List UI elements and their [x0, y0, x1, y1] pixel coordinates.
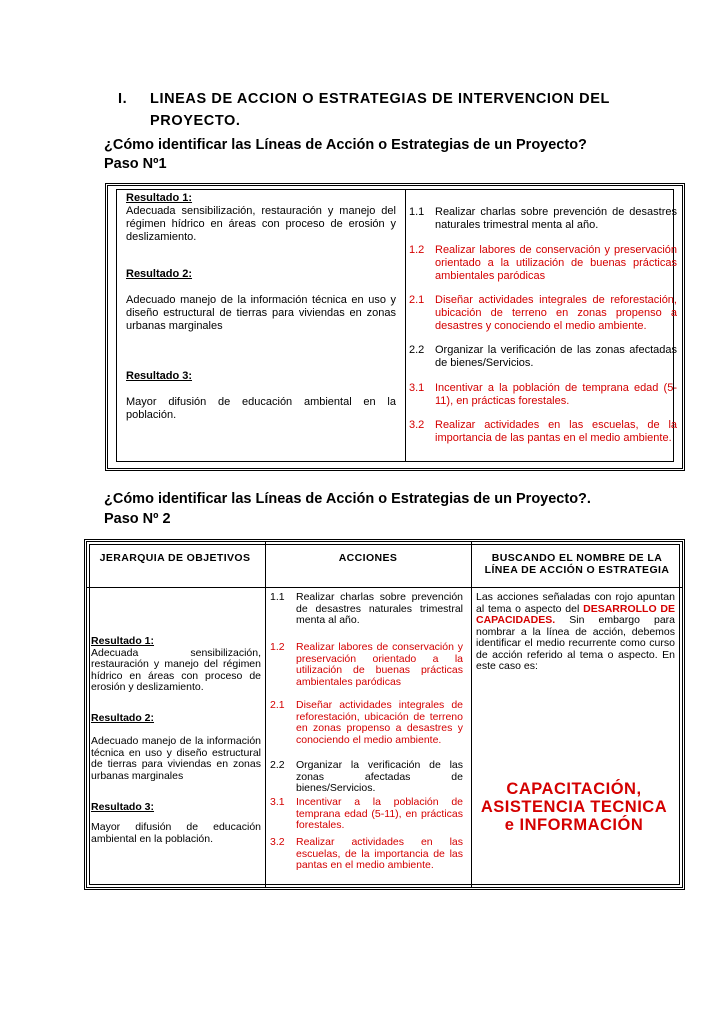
result-text: Mayor difusión de educación ambiental en la población. — [126, 396, 396, 421]
explanation-highlight: DESARROLLO DE CAPACIDADES. — [476, 602, 675, 626]
action-number: 2.1 — [409, 294, 425, 306]
step2-action-2-1 — [270, 700, 463, 746]
action-text: Realizar actividades en las escuelas, de la importancia de las pantas en el medio ambiente. — [435, 419, 677, 444]
step2-result-3-title — [91, 802, 261, 814]
table-divider — [471, 541, 472, 888]
step1-action-2-1 — [409, 294, 677, 333]
result-title: Resultado 2: — [91, 712, 155, 724]
result-text: Mayor difusión de educación ambiental en la población. — [91, 821, 261, 845]
step1-result-2-title — [126, 268, 396, 281]
action-number: 2.1 — [270, 699, 285, 711]
step1-result-2 — [126, 294, 396, 333]
action-number: 1.1 — [409, 206, 425, 218]
step2-result-2-title — [91, 713, 261, 725]
step2-result-1 — [91, 636, 261, 694]
step1-result-1 — [126, 192, 396, 244]
result-title: Resultado 3: — [91, 801, 155, 813]
step2-result-2 — [91, 736, 261, 782]
strategy-name: CAPACITACIÓN, ASISTENCIA TECNICA e INFORMACIÓN — [480, 780, 668, 834]
step1-action-1-1 — [409, 206, 677, 232]
action-number: 2.2 — [409, 344, 425, 356]
action-text: Realizar charlas sobre prevención de desastres naturales trimestral menta al año. — [296, 591, 463, 626]
explanation-rest: Sin embargo para nombrar a la línea de acción, debemos identificar el medio recurrente como curso de acción referido al tema o aspecto. En este caso es: — [476, 614, 676, 672]
step1-result-3 — [126, 396, 396, 422]
header-objectives: JERARQUIA DE OBJETIVOS — [99, 552, 251, 564]
action-number: 3.1 — [409, 382, 425, 394]
action-number: 3.1 — [270, 796, 285, 808]
action-number: 2.2 — [270, 759, 285, 771]
action-number: 1.2 — [270, 641, 285, 653]
action-text: Incentivar a la población de temprana edad (5-11), en prácticas forestales. — [435, 382, 677, 407]
result-title: Resultado 2: — [126, 268, 193, 280]
action-text: Realizar labores de conservación y preservación orientado a la utilización de buenas prácticas ambientales paródicas — [296, 641, 463, 688]
step1-action-2-2 — [409, 344, 677, 370]
step2-action-3-2 — [270, 837, 463, 872]
step2-action-1-2 — [270, 642, 463, 688]
action-text: Realizar actividades en las escuelas, de la importancia de las pantas en el medio ambiente. — [296, 836, 463, 871]
section-number: I. — [118, 91, 128, 107]
action-text: Incentivar a la población de temprana edad (5-11), en prácticas forestales. — [296, 796, 463, 831]
step2-action-3-1 — [270, 797, 463, 832]
result-text: Adecuada sensibilización, restauración y manejo del régimen hídrico en áreas con proceso de erosión y deslizamiento. — [91, 646, 261, 693]
column-divider — [405, 190, 406, 461]
action-number: 3.2 — [409, 419, 425, 431]
step1-label: Paso Nº1 — [104, 156, 167, 172]
table-header-divider — [87, 587, 682, 588]
step2-question: ¿Cómo identificar las Líneas de Acción o Estrategias de un Proyecto?. — [104, 491, 591, 507]
action-number: 1.2 — [409, 244, 425, 256]
action-text: Realizar charlas sobre prevención de desastres naturales trimestral menta al año. — [435, 206, 677, 231]
step2-label: Paso Nº 2 — [104, 511, 171, 527]
step2-action-1-1 — [270, 592, 463, 627]
action-text: Diseñar actividades integrales de reforestación, ubicación de terreno en zonas propenso a desastres y conociendo el medio ambiente. — [296, 699, 463, 746]
step1-action-1-2 — [409, 244, 677, 283]
action-number: 3.2 — [270, 836, 285, 848]
action-text: Diseñar actividades integrales de reforestación, ubicación de terreno en zonas propenso a desastres y conociendo el medio ambiente. — [435, 294, 677, 332]
action-number: 1.1 — [270, 591, 285, 603]
step1-question: ¿Cómo identificar las Líneas de Acción o Estrategias de un Proyecto? — [104, 137, 587, 153]
step1-box — [105, 183, 685, 471]
action-text: Realizar labores de conservación y preservación orientado a la utilización de buenas prácticas ambientales paródicas — [435, 244, 677, 282]
strategy-explanation — [476, 592, 675, 673]
table-divider — [265, 541, 266, 888]
step2-action-2-2 — [270, 760, 463, 795]
result-text: Adecuado manejo de la información técnica en uso y diseño estructural de tierras para viviendas en zonas urbanas marginales — [91, 735, 261, 782]
header-strategy: BUSCANDO EL NOMBRE DE LA LÍNEA DE ACCIÓN O ESTRATEGIA — [484, 552, 670, 576]
step2-result-3 — [91, 822, 261, 845]
result-title: Resultado 1: — [91, 635, 155, 647]
action-text: Organizar la verificación de las zonas afectadas de bienes/Servicios. — [435, 344, 677, 369]
result-title: Resultado 1: — [126, 192, 193, 204]
result-title: Resultado 3: — [126, 370, 193, 382]
step1-action-3-1 — [409, 382, 677, 408]
header-actions: ACCIONES — [338, 552, 398, 564]
result-text: Adecuado manejo de la información técnica en uso y diseño estructural de tierras para viviendas en zonas urbanas marginales — [126, 294, 396, 332]
result-text: Adecuada sensibilización, restauración y manejo del régimen hídrico en áreas con proceso de erosión y deslizamiento. — [126, 205, 396, 243]
explanation-intro: Las acciones señaladas con rojo apuntan al tema o aspecto del — [476, 591, 675, 615]
action-text: Organizar la verificación de las zonas afectadas de bienes/Servicios. — [296, 759, 463, 794]
section-title: LINEAS DE ACCION O ESTRATEGIAS DE INTERVENCION DEL PROYECTO. — [150, 91, 610, 129]
step1-result-3-title — [126, 370, 396, 383]
step1-action-3-2 — [409, 419, 677, 445]
